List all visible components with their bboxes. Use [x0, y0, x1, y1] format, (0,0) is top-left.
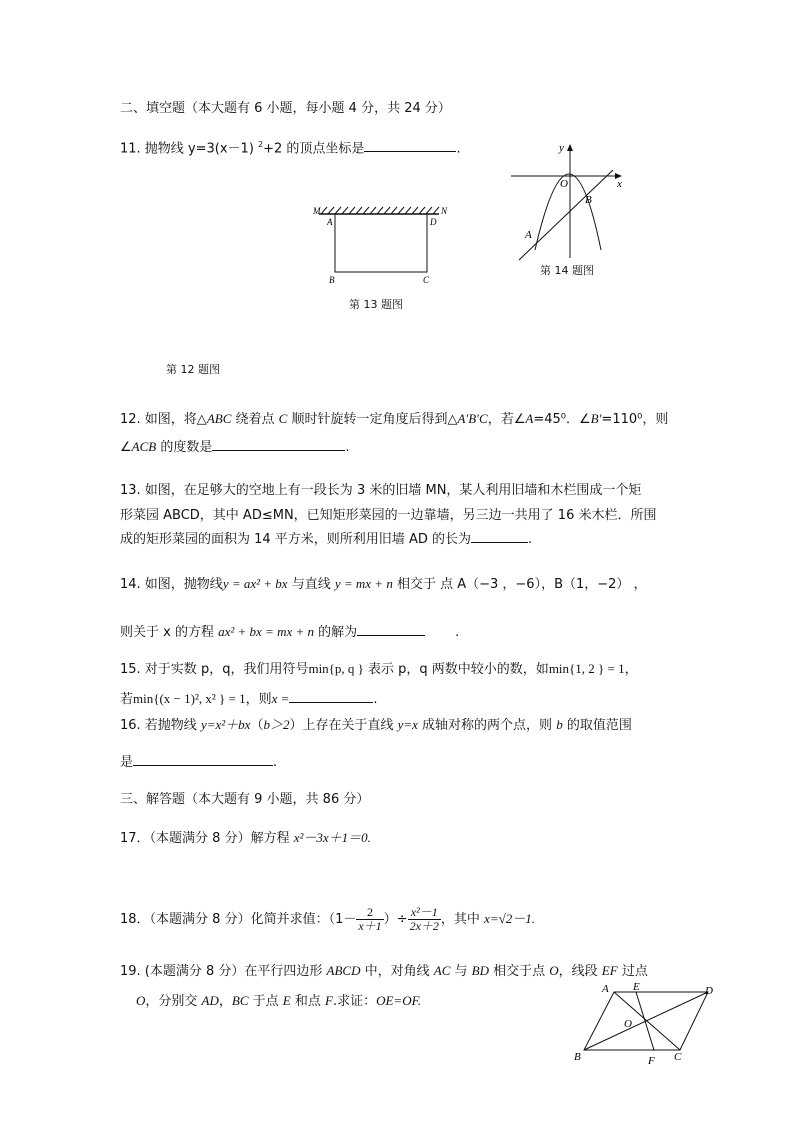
question-12-line-1 — [120, 410, 668, 429]
q19-text: 和点 — [290, 994, 325, 1009]
q15-min-notation: min{p, q } — [308, 661, 364, 676]
label-n: N — [441, 206, 448, 216]
q12-text: 绕着点 — [231, 412, 279, 427]
q11-end: . — [456, 141, 461, 157]
label-a: A — [602, 983, 609, 995]
figure-19 — [570, 980, 730, 1072]
q12-a: A — [525, 411, 534, 426]
q14-answer-blank[interactable] — [357, 623, 425, 636]
q19-o: O — [136, 993, 146, 1008]
label-a: A — [327, 217, 333, 227]
figure-12-caption: 第 12 题图 — [166, 363, 220, 376]
q19-text: 与 — [450, 964, 472, 979]
q12-abc: ABC — [206, 411, 232, 426]
q12-text: 12. 如图，将△ — [120, 412, 207, 427]
q16-text: 成轴对称的两个点，则 — [417, 718, 557, 733]
q15-text: 15. 对于实数 p，q，我们用符号 — [120, 662, 309, 677]
question-15-line-1 — [120, 660, 638, 679]
q11-answer-blank[interactable] — [364, 139, 456, 152]
q17-equation: x²－3x＋1＝0. — [293, 830, 371, 845]
q16-text: ）上存在关于直线 — [289, 718, 398, 733]
q14-text: 相交于 点 A（−3 ，−6），B（1，−2） ， — [392, 577, 647, 592]
figure-13-caption: 第 13 题图 — [349, 298, 403, 311]
q19-f: F — [325, 993, 333, 1008]
q14-equation: ax² + bx = mx + n — [218, 624, 315, 639]
q12-text: =45⁰．∠ — [533, 412, 591, 427]
q16-text: （ — [250, 718, 264, 733]
q19-o: O — [549, 963, 559, 978]
q14-end: . — [455, 625, 460, 640]
question-16-line-1 — [120, 716, 632, 735]
wall-hatching — [319, 207, 439, 214]
diagonal-bd — [584, 992, 708, 1050]
label-b: B — [585, 194, 592, 206]
figure-13 — [305, 200, 455, 295]
q19-e: E — [282, 993, 291, 1008]
question-13-line-2: 形菜园 ABCD，其中 AD≤MN，已知矩形菜园的一边靠墙，另三边一共用了 16 米木栏．所围 — [120, 508, 657, 523]
q18-fraction-1 — [356, 906, 383, 933]
q16-text: 是 — [120, 755, 134, 770]
y-axis-arrow — [567, 144, 573, 151]
q14-parabola-equation: y = ax² + bx — [222, 576, 288, 591]
label-y: y — [559, 142, 564, 154]
q12-text: =110⁰，则 — [601, 412, 669, 427]
q15-text: 若 — [120, 692, 134, 707]
q19-ac: AC — [433, 963, 451, 978]
q18-text: ，其中 — [440, 912, 485, 927]
q14-text: 14. 如图，抛物线 — [120, 577, 223, 592]
q16-line-equation: y=x — [397, 717, 418, 732]
q19-ad: AD — [201, 993, 219, 1008]
label-d: D — [705, 985, 713, 997]
label-o: O — [624, 1018, 632, 1030]
q19-text: ，分别交 — [145, 994, 202, 1009]
label-x: x — [617, 178, 622, 190]
q16-end: . — [273, 755, 278, 770]
question-19-line-1 — [120, 962, 648, 981]
q18-fraction-1-numerator: 2 — [356, 906, 383, 920]
label-c: C — [423, 275, 430, 285]
q12-acb: ACB — [131, 439, 157, 454]
q19-text: ， — [218, 994, 232, 1009]
question-12-line-2 — [120, 438, 350, 457]
q19-text: ，线段 — [558, 964, 602, 979]
q13-answer-blank[interactable] — [471, 530, 528, 543]
q15-text: ，则 — [245, 692, 272, 707]
label-d: D — [430, 217, 437, 227]
q18-text: 18．（本题满分 8 分）化简并求值：（1－ — [120, 912, 357, 927]
q12-end: . — [345, 440, 350, 455]
q18-text: ）÷ — [383, 912, 408, 927]
q19-proof-statement: OE=OF. — [376, 993, 422, 1008]
question-11 — [120, 136, 461, 158]
q19-text: 过点 — [617, 964, 648, 979]
label-b: B — [329, 275, 335, 285]
label-m: M — [313, 206, 321, 216]
label-o: O — [560, 178, 568, 190]
label-c: C — [674, 1051, 682, 1063]
q19-text: 相交于点 — [489, 964, 550, 979]
q13-text: 成的矩形菜园的面积为 14 平方米，则所利用旧墙 AD 的长为 — [120, 532, 471, 547]
q18-fraction-2 — [408, 906, 441, 933]
question-13-line-3 — [120, 530, 532, 549]
q12-text: 的度数是 — [156, 440, 213, 455]
q17-text: 17．（本题满分 8 分）解方程 — [120, 831, 294, 846]
q18-x-value: x=√2－1. — [484, 911, 535, 926]
q19-ef: EF — [601, 963, 618, 978]
q12-text: ，若∠ — [487, 412, 526, 427]
q15-answer-blank[interactable] — [289, 690, 373, 703]
q19-abcd: ABCD — [326, 963, 361, 978]
q16-b: b — [556, 717, 563, 732]
q19-text: 19. (本题满分 8 分）在平行四边形 — [120, 964, 327, 979]
q11-exponent: 2 — [258, 140, 264, 149]
q11-text: 11. 抛物线 y=3(x－1) — [120, 141, 259, 157]
q12-abc-prime: A′B′C — [457, 411, 488, 426]
label-f: F — [648, 1055, 655, 1067]
question-16-line-2 — [120, 753, 277, 772]
q15-min-example: min{1, 2 } = 1 — [548, 661, 625, 676]
q14-text: 的解为 — [314, 625, 358, 640]
q12-answer-blank[interactable] — [212, 438, 345, 451]
q16-answer-blank[interactable] — [133, 753, 273, 766]
figure-14 — [505, 140, 630, 262]
q18-fraction-2-numerator: x²－1 — [408, 906, 441, 920]
q19-text: .求证： — [332, 994, 377, 1009]
label-a: A — [525, 229, 532, 241]
q16-text: 16. 若抛物线 — [120, 718, 201, 733]
q14-text: 与直线 — [287, 577, 335, 592]
q16-condition: b＞2 — [263, 717, 290, 732]
figure-14-caption: 第 14 题图 — [540, 264, 594, 277]
rectangle-abcd — [335, 214, 427, 272]
q14-text: 则关于 x 的方程 — [120, 625, 219, 640]
q12-text: ∠ — [120, 440, 132, 455]
q16-text: 的取值范围 — [562, 718, 632, 733]
q12-c: C — [278, 411, 288, 426]
q15-condition: min{(x − 1)², x² } = 1 — [133, 691, 246, 706]
question-15-line-2 — [120, 690, 378, 709]
q15-end: . — [373, 692, 378, 707]
q13-end: . — [527, 532, 533, 547]
question-17 — [120, 829, 371, 848]
q15-text: 表示 p，q 两数中较小的数，如 — [363, 662, 549, 677]
q12-text: 顺时针旋转一定角度后得到△ — [287, 412, 458, 427]
label-b: B — [574, 1051, 581, 1063]
q15-text: ， — [624, 662, 638, 677]
q19-text: 于点 — [248, 994, 283, 1009]
question-14-line-2 — [120, 623, 459, 642]
section-3-heading: 三、解答题（本大题有 9 小题，共 86 分） — [120, 792, 370, 807]
question-14-line-1 — [120, 575, 647, 594]
q14-line-equation: y = mx + n — [334, 576, 393, 591]
q15-x-equals: x = — [271, 691, 290, 706]
q19-text: 中，对角线 — [360, 964, 434, 979]
segment-ef — [636, 992, 654, 1050]
section-2-heading: 二、填空题（本大题有 6 小题，每小题 4 分，共 24 分） — [120, 101, 451, 116]
parabola-curve — [535, 174, 601, 250]
q19-bd: BD — [471, 963, 489, 978]
question-18 — [120, 904, 535, 935]
q16-parabola-equation: y=x²＋bx — [200, 717, 251, 732]
q19-bc: BC — [231, 993, 249, 1008]
q12-b-prime: B′ — [590, 411, 602, 426]
label-e: E — [633, 981, 640, 993]
question-13-line-1: 13. 如图，在足够大的空地上有一段长为 3 米的旧墙 MN，某人利用旧墙和木栏围成一个矩 — [120, 483, 642, 498]
q18-fraction-1-denominator: x＋1 — [358, 919, 382, 933]
q11-text-post: +2 的顶点坐标是 — [263, 141, 365, 157]
q18-fraction-2-denominator: 2x＋2 — [409, 919, 439, 933]
question-19-line-2 — [136, 992, 421, 1011]
